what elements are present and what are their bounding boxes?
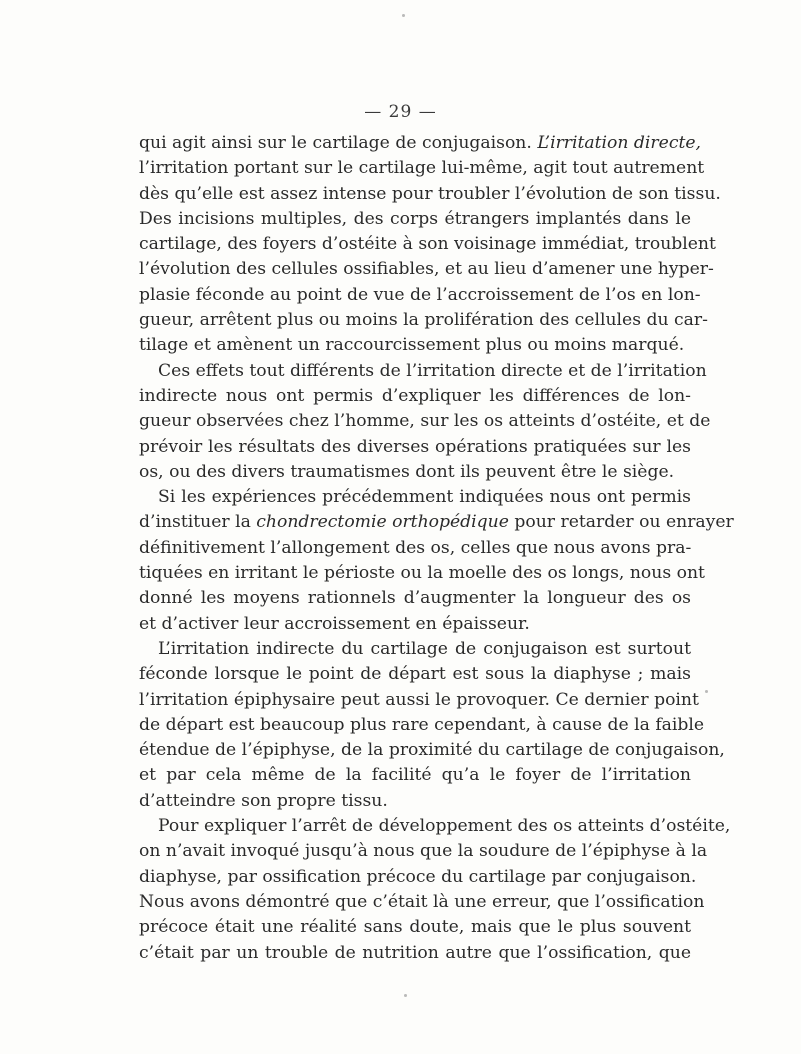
- text-line: [139, 308, 708, 333]
- text-run: cartilage, des foyers d’ostéite à son voisinage immédiat, troublent: [139, 234, 716, 255]
- text-line: [139, 839, 708, 864]
- paper-speck: [705, 690, 708, 693]
- text-line: [139, 586, 691, 611]
- text-line: [139, 384, 691, 409]
- text-line: [139, 688, 699, 713]
- text-line: [139, 131, 701, 156]
- text-run: précoce était une réalité sans doute, mais que le plus souvent: [139, 917, 691, 938]
- text-line: [139, 435, 691, 460]
- text-line: [139, 232, 716, 257]
- text-run: indirecte nous ont permis d’expliquer les différences de lon-: [139, 385, 691, 406]
- text-run: d’atteindre son propre tissu.: [139, 790, 388, 811]
- text-run: Nous avons démontré que c’était là une erreur, que l’ossification: [139, 891, 705, 912]
- text-run: l’irritation épiphysaire peut aussi le provoquer. Ce dernier point: [139, 689, 699, 710]
- text-run: étendue de l’épiphyse, de la proximité du cartilage de conjugaison,: [139, 740, 725, 761]
- text-line: [139, 915, 691, 940]
- text-run: tilage et amènent un raccourcissement plus ou moins marqué.: [139, 335, 685, 356]
- text-line: [139, 612, 691, 637]
- text-run: diaphyse, par ossification précoce du cartilage par conjugaison.: [139, 866, 697, 887]
- text-line: [139, 865, 697, 890]
- text-line: [139, 156, 705, 181]
- text-run: d’instituer la: [139, 512, 257, 533]
- text-line: [139, 713, 705, 738]
- text-line: [139, 257, 714, 282]
- text-run: os, ou des divers traumatismes dont ils peuvent être le siège.: [139, 461, 675, 482]
- text-run: Ces effets tout différents de l’irritation directe et de l’irritation: [158, 360, 707, 381]
- text-run: pour retarder ou enrayer: [508, 512, 734, 533]
- text-run: et par cela même de la facilité qu’a le foyer de l’irritation: [139, 765, 691, 786]
- text-run: et d’activer leur accroissement en épaisseur.: [139, 613, 530, 634]
- text-run: l’évolution des cellules ossifiables, et au lieu d’amener une hyper-: [139, 259, 714, 280]
- text-run: de départ est beaucoup plus rare cependant, à cause de la faible: [139, 714, 705, 735]
- text-line: [139, 485, 691, 510]
- text-run: L’irritation indirecte du cartilage de conjugaison est surtout: [158, 638, 691, 659]
- text-run: dès qu’elle est assez intense pour troubler l’évolution de son tissu.: [139, 183, 721, 204]
- italic-text: chondrectomie orthopédique: [256, 512, 509, 533]
- text-line: [139, 207, 691, 232]
- text-run: on n’avait invoqué jusqu’à nous que la soudure de l’épiphyse à la: [139, 841, 708, 862]
- text-run: Si les expériences précédemment indiquées nous ont permis: [158, 487, 691, 508]
- text-run: féconde lorsque le point de départ est sous la diaphyse ; mais: [139, 664, 691, 685]
- text-line: [139, 460, 691, 485]
- text-run: plasie féconde au point de vue de l’accroissement de l’os en lon-: [139, 284, 701, 305]
- text-line: [139, 941, 691, 966]
- text-run: l’irritation portant sur le cartilage lui-même, agit tout autrement: [139, 158, 705, 179]
- text-line: [139, 333, 691, 358]
- text-line: [139, 510, 734, 535]
- text-line: [139, 662, 691, 687]
- text-line: [139, 814, 731, 839]
- text-line: [139, 738, 725, 763]
- text-run: gueur observées chez l’homme, sur les os atteints d’ostéite, et de: [139, 411, 711, 432]
- text-line: [139, 637, 691, 662]
- text-run: donné les moyens rationnels d’augmenter la longueur des os: [139, 588, 691, 609]
- body-text: [139, 131, 734, 966]
- text-line: [139, 536, 691, 561]
- text-line: [139, 561, 705, 586]
- text-run: gueur, arrêtent plus ou moins la prolifération des cellules du car-: [139, 310, 708, 331]
- page-number: — 29 —: [364, 102, 437, 122]
- text-run: tiquées en irritant le périoste ou la moelle des os longs, nous ont: [139, 563, 705, 584]
- text-line: [139, 763, 691, 788]
- text-run: Pour expliquer l’arrêt de développement des os atteints d’ostéite,: [158, 816, 731, 837]
- text-line: [139, 409, 711, 434]
- paper-speck: [402, 14, 405, 17]
- text-line: [139, 359, 707, 384]
- text-line: [139, 890, 705, 915]
- text-run: qui agit ainsi sur le cartilage de conjugaison.: [139, 133, 538, 153]
- paper-speck: [404, 994, 407, 997]
- text-line: [139, 283, 701, 308]
- text-line: [139, 789, 691, 814]
- text-line: [139, 182, 721, 207]
- text-run: c’était par un trouble de nutrition autre que l’ossification, que: [139, 942, 691, 963]
- italic-text: L’irritation directe,: [537, 133, 701, 153]
- text-run: prévoir les résultats des diverses opérations pratiquées sur les: [139, 436, 691, 457]
- text-run: Des incisions multiples, des corps étrangers implantés dans le: [139, 208, 691, 229]
- text-run: définitivement l’allongement des os, celles que nous avons pra-: [139, 537, 692, 558]
